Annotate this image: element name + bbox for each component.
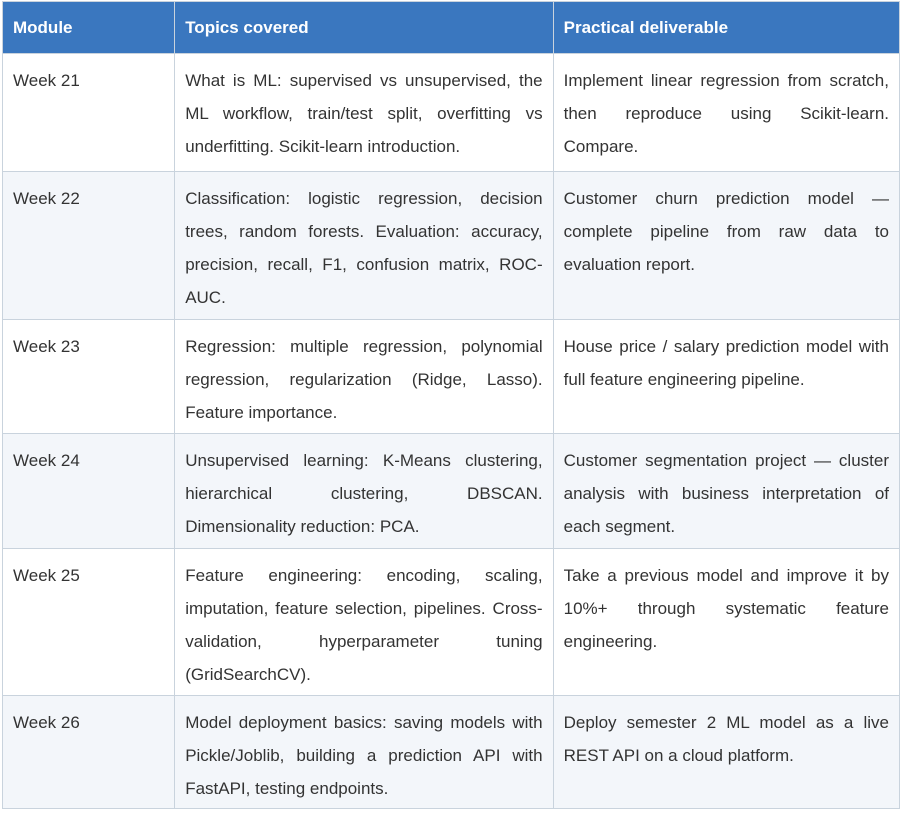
module-cell: Week 23 xyxy=(3,320,175,434)
table-row xyxy=(3,320,900,434)
table-row xyxy=(3,434,900,549)
topics-cell: What is ML: supervised vs unsupervised, the ML workflow, train/test split, overfitting vs underfitting. Scikit-learn introduction. xyxy=(175,54,553,172)
deliverable-cell: Take a previous model and improve it by 10%+ through systematic feature engineering. xyxy=(553,549,899,696)
table-row xyxy=(3,54,900,172)
header-row xyxy=(3,2,900,54)
topics-cell: Model deployment basics: saving models with Pickle/Joblib, building a prediction API with FastAPI, testing endpoints. xyxy=(175,696,553,809)
deliverable-cell: Deploy semester 2 ML model as a live REST API on a cloud platform. xyxy=(553,696,899,809)
topics-cell: Regression: multiple regression, polynomial regression, regularization (Ridge, Lasso). Feature importance. xyxy=(175,320,553,434)
module-cell: Week 26 xyxy=(3,696,175,809)
topics-cell: Unsupervised learning: K-Means clustering, hierarchical clustering, DBSCAN. Dimensionality reduction: PCA. xyxy=(175,434,553,549)
module-cell: Week 25 xyxy=(3,549,175,696)
table-header xyxy=(3,2,900,54)
deliverable-cell: Implement linear regression from scratch, then reproduce using Scikit-learn. Compare. xyxy=(553,54,899,172)
table-row xyxy=(3,549,900,696)
module-cell: Week 21 xyxy=(3,54,175,172)
topics-cell: Classification: logistic regression, decision trees, random forests. Evaluation: accuracy, precision, recall, F1, confusion matrix, ROC-AUC. xyxy=(175,172,553,320)
module-cell: Week 22 xyxy=(3,172,175,320)
deliverable-cell: Customer segmentation project — cluster analysis with business interpretation of each segment. xyxy=(553,434,899,549)
table-row xyxy=(3,172,900,320)
deliverable-cell: House price / salary prediction model with full feature engineering pipeline. xyxy=(553,320,899,434)
header-topics: Topics covered xyxy=(175,2,553,54)
deliverable-cell: Customer churn prediction model — complete pipeline from raw data to evaluation report. xyxy=(553,172,899,320)
header-deliverable: Practical deliverable xyxy=(553,2,899,54)
curriculum-table xyxy=(2,1,900,809)
table-row xyxy=(3,696,900,809)
topics-cell: Feature engineering: encoding, scaling, imputation, feature selection, pipelines. Cross-validation, hyperparameter tuning (GridSearchCV). xyxy=(175,549,553,696)
module-cell: Week 24 xyxy=(3,434,175,549)
table-body xyxy=(3,54,900,809)
header-module: Module xyxy=(3,2,175,54)
